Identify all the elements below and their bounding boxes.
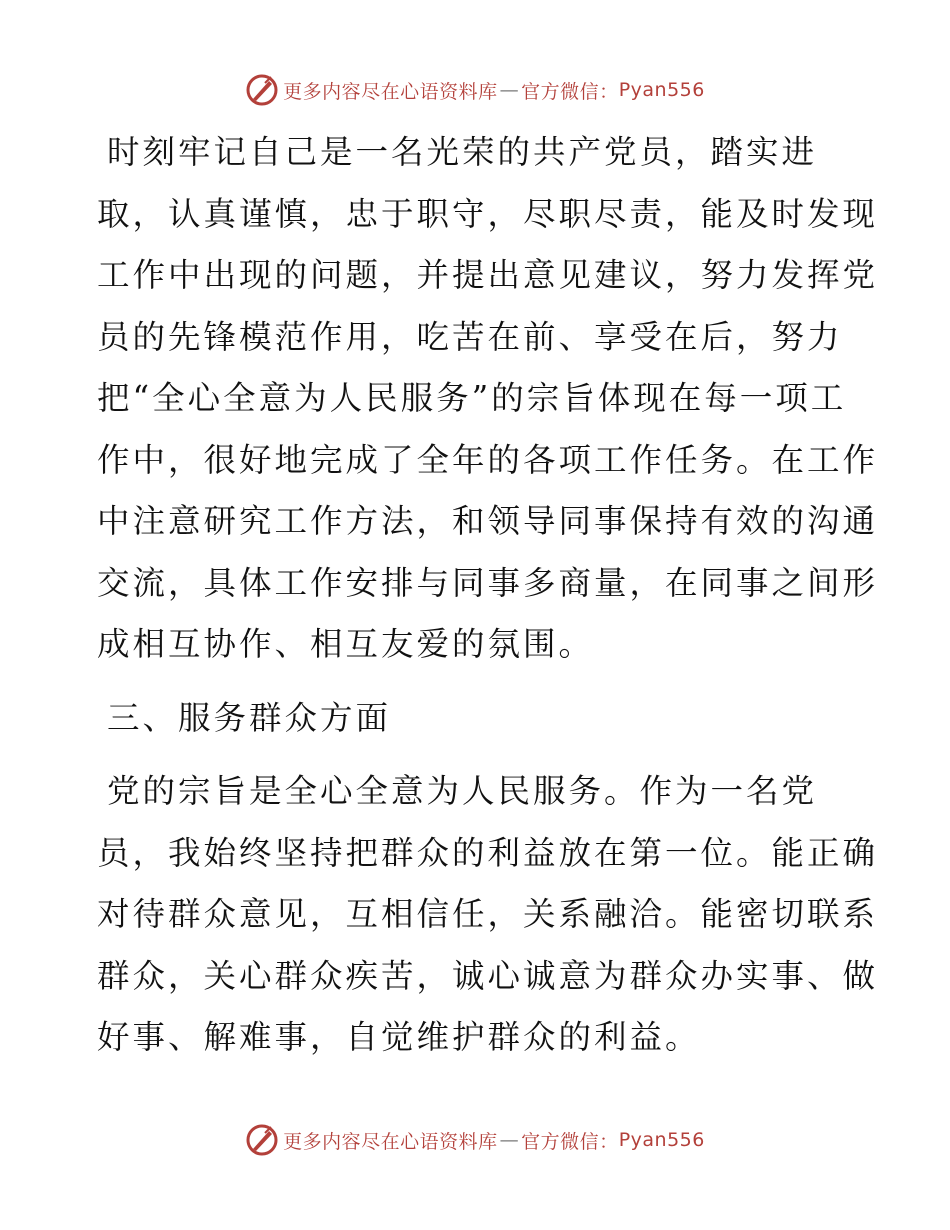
banner-main-text: 更多内容尽在心语资料库 [283, 1130, 498, 1153]
document-body [97, 122, 879, 1069]
paragraph-line: 作中，很好地完成了全年的各项工作任务。在工作 [97, 440, 879, 479]
paragraph-line: 取，认真谨慎，忠于职守，尽职尽责，能及时发现 [97, 194, 879, 233]
banner-wechat-id: Pyan556 [618, 79, 705, 101]
banner-separator: — [499, 79, 520, 101]
footer-banner [0, 1122, 950, 1158]
banner-main-text: 更多内容尽在心语资料库 [283, 80, 498, 103]
paragraph-line: 员的先锋模范作用，吃苦在前、享受在后，努力 [97, 317, 843, 356]
paragraph-line: 成相互协作、相互友爱的氛围。 [97, 625, 595, 663]
paragraph-line: 群众，关心群众疾苦，诚心诚意为群众办实事、做 [97, 956, 879, 995]
quill-logo-icon [245, 73, 279, 107]
banner-wechat-label: 官方微信： [521, 80, 619, 103]
paragraph-line: 好事、解难事，自觉维护群众的利益。 [97, 1018, 701, 1056]
quill-logo-icon [245, 1123, 279, 1157]
paragraph-line: 交流，具体工作安排与同事多商量，在同事之间形 [97, 563, 879, 602]
paragraph-line: 员，我始终坚持把群众的利益放在第一位。能正确 [97, 833, 879, 872]
banner-wechat-label: 官方微信： [521, 1130, 619, 1153]
paragraph-line: 中注意研究工作方法，和领导同事保持有效的沟通 [97, 502, 879, 540]
banner-wechat-id: Pyan556 [618, 1129, 705, 1151]
paragraph-line: 党的宗旨是全心全意为人民服务。作为一名党 [107, 772, 818, 810]
paragraph-line: 工作中出现的问题，并提出意见建议，努力发挥党 [97, 256, 879, 294]
banner-separator: — [499, 1129, 520, 1151]
section-heading: 三、服务群众方面 [107, 698, 392, 737]
paragraph-line: 对待群众意见，互相信任，关系融洽。能密切联系 [97, 895, 879, 933]
header-banner [0, 72, 950, 108]
paragraph-line: 把“全心全意为人民服务”的宗旨体现在每一项工 [97, 379, 847, 417]
paragraph-line: 时刻牢记自己是一名光荣的共产党员，踏实进 [107, 133, 818, 171]
